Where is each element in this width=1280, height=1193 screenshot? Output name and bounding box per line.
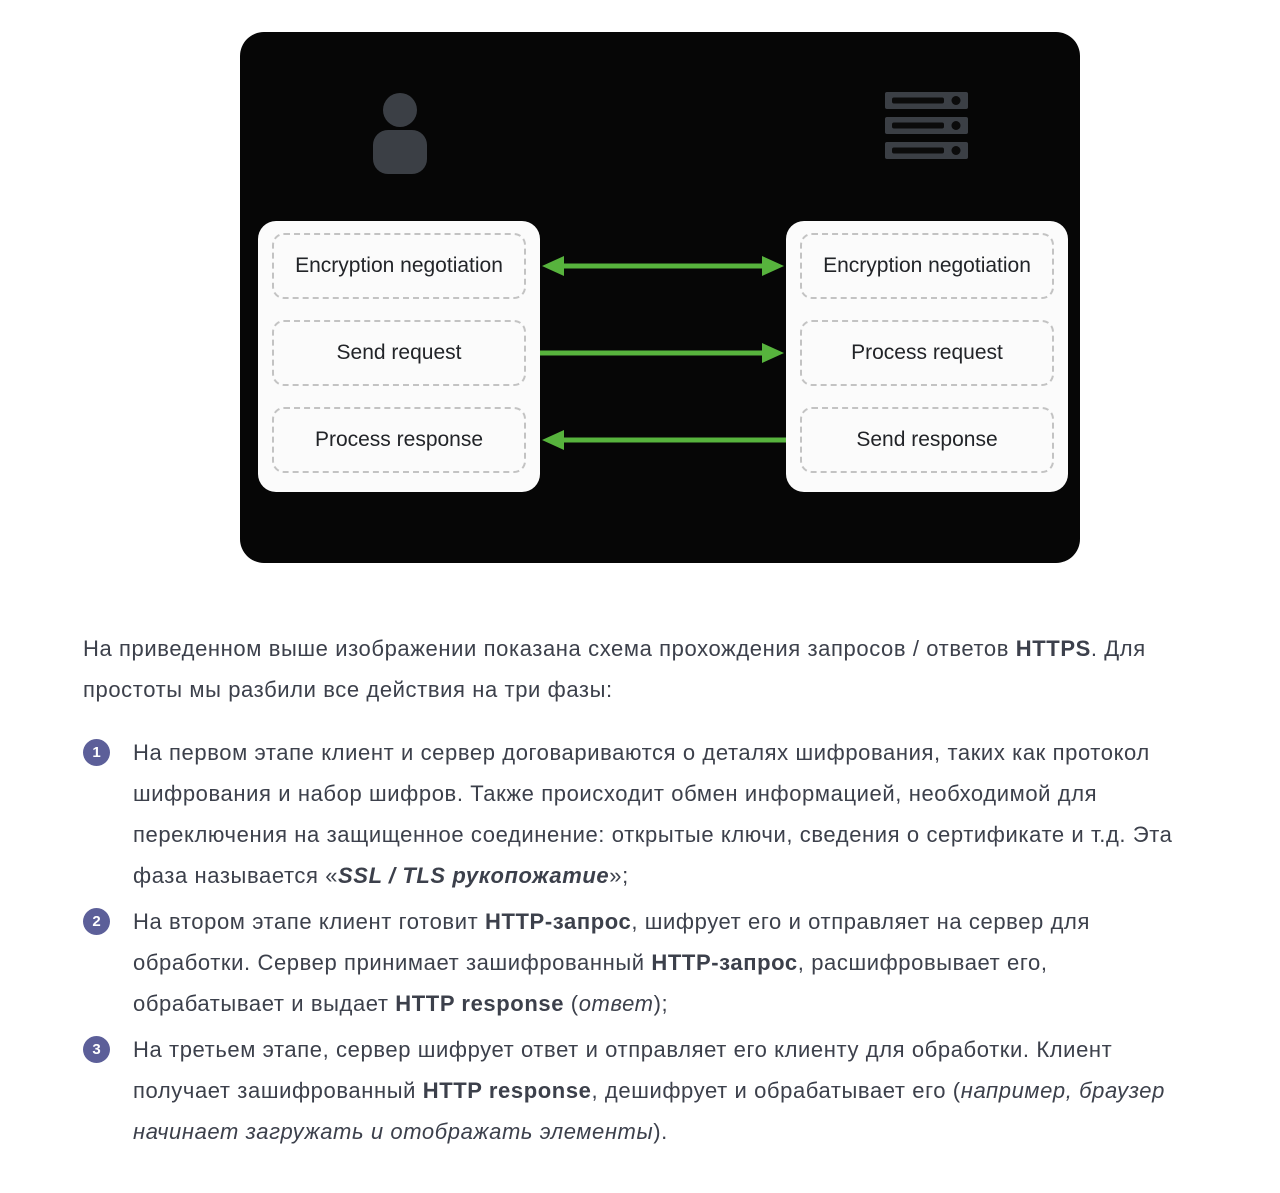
- http-request-bold: HTTP-запрос: [484, 909, 632, 934]
- phase-3-text: [133, 1029, 1183, 1152]
- intro-text: На приведенном выше изображении показана схема прохождения запросов / ответов: [83, 636, 1016, 661]
- phase-text-segment: »;: [609, 863, 629, 888]
- step-label: Encryption negotiation: [295, 254, 503, 277]
- server-step-send-response: [800, 407, 1054, 473]
- server-rack-icon: [885, 92, 969, 160]
- step-label: Send request: [336, 341, 462, 364]
- phase-1-text: [133, 732, 1183, 896]
- http-response-bold: HTTP response: [395, 991, 565, 1016]
- server-step-process-request: [800, 320, 1054, 386]
- intro-paragraph: [83, 628, 1183, 710]
- flow-arrows: [540, 221, 786, 492]
- phase-badge-3: 3: [83, 1036, 110, 1063]
- arrow-send-response-to-client: [542, 430, 786, 450]
- server-step-encryption-negotiation: [800, 233, 1054, 299]
- client-step-process-response: [272, 407, 526, 473]
- https-flow-diagram: [240, 32, 1080, 563]
- phase-badge-1: 1: [83, 739, 110, 766]
- phase-badge-2: 2: [83, 908, 110, 935]
- step-label: Encryption negotiation: [823, 254, 1031, 277]
- client-step-send-request: [272, 320, 526, 386]
- arrow-encryption-negotiation-bidirectional: [542, 256, 784, 276]
- client-step-encryption-negotiation: [272, 233, 526, 299]
- example-italic: например, браузер начинает загружать и отображать элементы: [133, 1078, 1165, 1144]
- http-response-bold: HTTP response: [422, 1078, 592, 1103]
- client-panel: [258, 221, 540, 492]
- phase-2-text: [133, 901, 1183, 1024]
- phase-item-3: [83, 1029, 1183, 1152]
- phase-item-2: [83, 901, 1183, 1024]
- intro-https-bold: HTTPS: [1015, 636, 1091, 661]
- phase-text-segment: , шифрует его и отправляет на сервер для обработки. Сервер принимает зашифрованный: [133, 909, 1090, 975]
- step-label: Process response: [314, 428, 484, 451]
- step-label: Process request: [851, 341, 1003, 364]
- ssl-tls-handshake-bold: SSL / TLS рукопожатие: [338, 863, 610, 888]
- phase-item-1: [83, 732, 1183, 896]
- person-icon: [368, 92, 432, 174]
- phase-text-segment: На втором этапе клиент готовит: [133, 909, 485, 934]
- phase-text-segment: );: [653, 991, 669, 1016]
- phase-text-segment: На первом этапе клиент и сервер договариваются о деталях шифрования, таких как протокол шифрования и набор шифров. Также происходит обмен информацией, необходимой для переключения на защищенное соединение: открытые ключи, сведения о сертификате и т.д. Эта фаза называется «: [133, 740, 1173, 888]
- phase-text-segment: , дешифрует и обрабатывает его (: [591, 1078, 961, 1103]
- otvet-italic: ответ: [578, 991, 654, 1016]
- arrow-send-request-to-server: [540, 343, 784, 363]
- phase-text-segment: ).: [653, 1119, 668, 1144]
- server-panel: [786, 221, 1068, 492]
- intro-text: . Для простоты мы разбили все действия на три фазы:: [83, 636, 1146, 702]
- phase-text-segment: , расшифровывает его, обрабатывает и выдает: [133, 950, 1048, 1016]
- phase-text-segment: (: [564, 991, 579, 1016]
- http-request-bold: HTTP-запрос: [651, 950, 798, 975]
- phase-text-segment: На третьем этапе, сервер шифрует ответ и отправляет его клиенту для обработки. Клиент получает зашифрованный: [133, 1037, 1113, 1103]
- step-label: Send response: [856, 428, 998, 451]
- article-content: [83, 628, 1183, 1157]
- phase-list: [83, 732, 1183, 1152]
